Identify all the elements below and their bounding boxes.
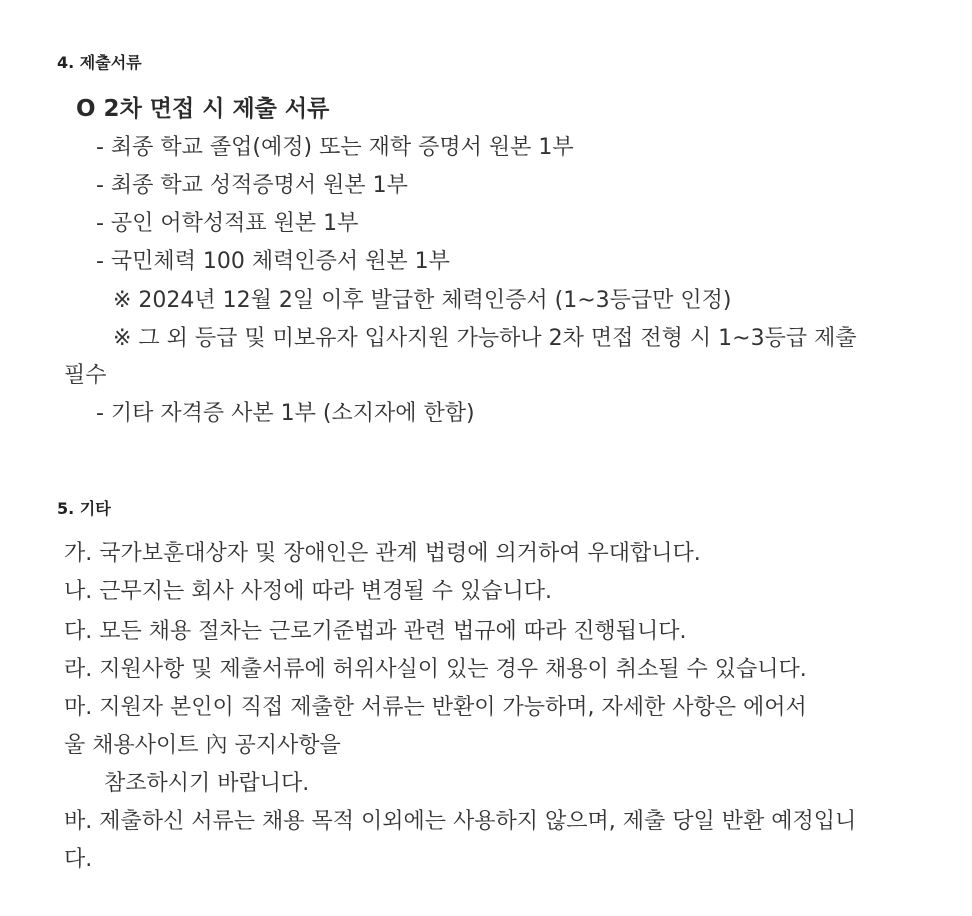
notice-item-ba: 바. 제출하신 서류는 채용 목적 이외에는 사용하지 않으며, 제출 당일 반환 예정입니	[64, 809, 857, 834]
document-item-transcript: - 최종 학교 성적증명서 원본 1부	[96, 173, 408, 198]
notice-item-ma: 마. 지원자 본인이 직접 제출한 서류는 반환이 가능하며, 자세한 사항은 에어서	[64, 695, 807, 720]
document-item-fitness-cert: - 국민체력 100 체력인증서 원본 1부	[96, 249, 450, 274]
notice-item-ma-continued-2: 참조하시기 바랍니다.	[104, 771, 310, 796]
section-4-title: 4. 제출서류	[57, 53, 142, 72]
document-item-certificates: - 기타 자격증 사본 1부 (소지자에 한함)	[96, 401, 475, 426]
notice-item-na: 나. 근무지는 회사 사정에 따라 변경될 수 있습니다.	[64, 579, 552, 604]
notice-item-ra: 라. 지원사항 및 제출서류에 허위사실이 있는 경우 채용이 취소될 수 있습니다.	[64, 657, 807, 682]
document-item-language-score: - 공인 어학성적표 원본 1부	[96, 211, 359, 236]
fitness-cert-note-2: ※ 그 외 등급 및 미보유자 입사지원 가능하나 2차 면접 전형 시 1~3등급 제출	[113, 326, 857, 351]
interview-documents-heading: O 2차 면접 시 제출 서류	[76, 96, 330, 122]
section-5-title: 5. 기타	[57, 499, 111, 518]
notice-item-da: 다. 모든 채용 절차는 근로기준법과 관련 법규에 따라 진행됩니다.	[64, 619, 687, 644]
document-item-graduation: - 최종 학교 졸업(예정) 또는 재학 증명서 원본 1부	[96, 135, 574, 160]
notice-item-ma-continued: 울 채용사이트 內 공지사항을	[64, 733, 341, 758]
fitness-cert-note-1: ※ 2024년 12월 2일 이후 발급한 체력인증서 (1~3등급만 인정)	[113, 288, 732, 313]
fitness-cert-note-2-continued: 필수	[64, 363, 107, 388]
notice-item-ba-continued: 다.	[64, 847, 93, 872]
notice-item-ga: 가. 국가보훈대상자 및 장애인은 관계 법령에 의거하여 우대합니다.	[64, 541, 701, 566]
